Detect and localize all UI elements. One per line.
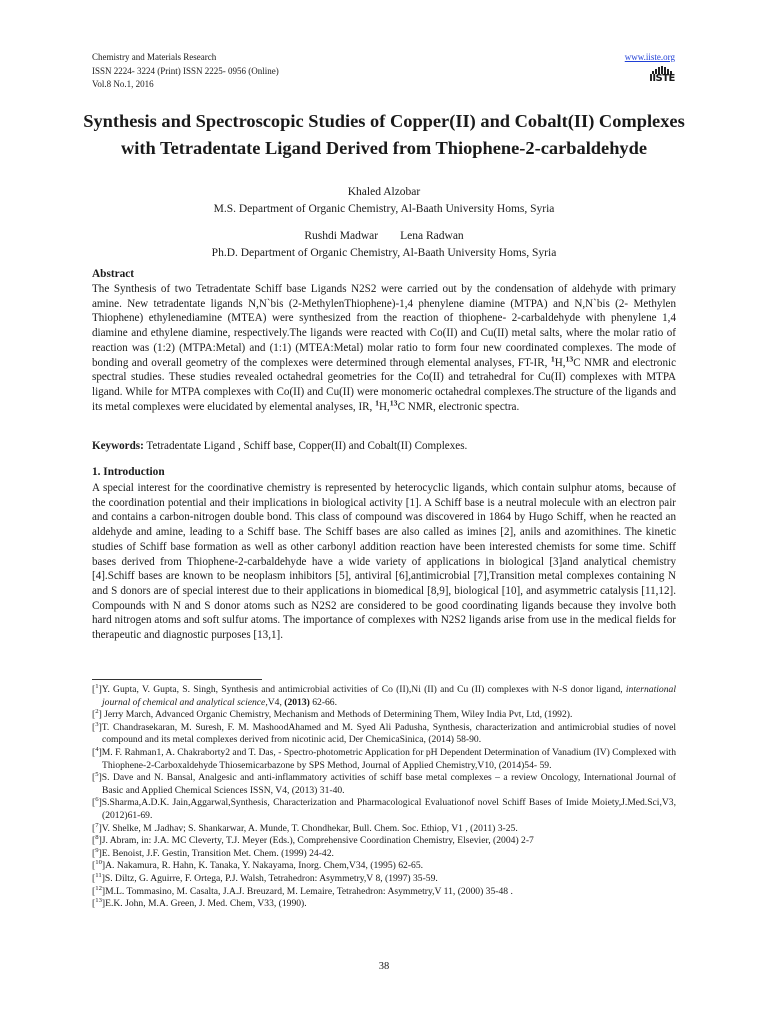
footnote-11: [$^{11}$]S. Diltz, G. Aguirre, F. Ortega, P.J. Walsh, Tetrahedron: Asymmetry,V 8, (1997) 35-59. [92, 871, 438, 884]
introduction-heading: 1. Introduction [92, 466, 165, 478]
footnote-9: [$^9$]E. Benoist, J.F. Gestin, Transition Met. Chem. (1999) 24-42. [92, 846, 334, 859]
abstract-heading: Abstract [92, 268, 135, 280]
footnote-4: [$^4$]M. F. Rahman1, A. Chakraborty2 and T. Das, - Spectro-photometric Application for pH Dependent Determination of Vanadium (IV) Complexed with Thiophene-2-Carboxaldehyde Thiosemicarbazone by SPS Method, Journal of Applied Chemistry,V10, (2014)54- 59. [92, 745, 676, 771]
keywords [92, 440, 467, 452]
iiste-logo [649, 66, 675, 86]
website-link[interactable]: www.iiste.org [624, 52, 675, 62]
journal-header-right [625, 51, 675, 86]
footnotes [92, 684, 676, 911]
author-1-name: Khaled Alzobar [347, 186, 421, 198]
abstract-text: The Synthesis of two Tetradentate Schiff base Ligands N2S2 were carried out by the condensation of aldehyde with primary amine. New tetradentate ligands N,N`bis (2-MethylenThiophene)-1,4 phenylene diamine (MTPA) and N,N`bis (2- Methylen Thiophene) ethylenediamine (MTEA) were synthesized from the reaction of thiophene- 2-carbaldehyde with phenylene 1,4 diamine and ethylene diamine, respectively.The ligands were reacted with Co(II) and Cu(II) metal salts, where the molar ratio of reaction was (1:2) (MTPA:Metal) and (1:1) (MTEA:Metal) molar ratio to form four new coordinated complexes. The mode of bonding and overall geometry of the complexes were determined through elemental analyses, FT-IR, $^1$H,$^{13}$C NMR and electronic spectral studies. These studies revealed octahedral geometries for the Co(II) and tetrahedral for Cu(II) complexes with MTPA ligand. While for MTPA complexes with Co(II) and Cu(II) were monomeric octahedral complexes.The structure of the ligands and its metal complexes were elucidated by elemental analyses, IR, $^1$H,$^{13}$C NMR, electronic spectra. [92, 283, 676, 413]
volume-line: Vol.8 No.1, 2016 [92, 79, 154, 89]
keywords-label: Keywords: [92, 440, 144, 452]
journal-header [92, 51, 279, 92]
author-2-affiliation: Ph.D. Department of Organic Chemistry, Al-Baath University Homs, Syria [211, 247, 557, 259]
page-number: 38 [378, 961, 390, 972]
author-3-name: Lena Radwan [400, 230, 464, 242]
footnote-2: [$^2$] Jerry March, Advanced Organic Chemistry, Mechanism and Methods of Determining Them, Wiley India Pvt, Ltd, (1992). [92, 708, 573, 721]
logo-text: IISTE [649, 73, 675, 84]
footnote-divider [92, 679, 262, 680]
author-2-names [0, 228, 768, 244]
footnote-6: [$^6$]S.Sharma,A.D.K. Jain,Aggarwal,Synthesis, Characterization and Pharmacological Evaluationof novel Schiff Bases of Imide Moiety,J.Med.Sci,V3, (2012)61-69. [92, 796, 676, 821]
keywords-text: Tetradentate Ligand , Schiff base, Copper(II) and Cobalt(II) Complexes. [146, 440, 468, 452]
footnote-1: [$^1$]Y. Gupta, V. Gupta, S. Singh, Synthesis and antimicrobial activities of Co (II),Ni (II) and Cu (II) complexes with N-S donor ligand, international journal of chemical and analytical science,V4, (2013) 62-66. [92, 682, 676, 708]
footnote-10: [$^{10}$]A. Nakamura, R. Hahn, K. Tanaka, Y. Nakayama, Inorg. Chem,V34, (1995) 62-65. [92, 859, 424, 872]
footnote-5: [$^5$]S. Dave and N. Bansal, Analgesic and anti-inflammatory activities of schiff base metal complexes – a review Oncology, International Journal of Basic and Applied Chemical Sciences ISSN, V4, (2013) 31-40. [92, 770, 676, 796]
issn-line: ISSN 2224- 3224 (Print) ISSN 2225- 0956 (Online) [92, 65, 279, 76]
footnote-7: [$^7$]V. Shelke, M .Jadhav; S. Shankarwar, A. Munde, T. Chondhekar, Bull. Chem. Soc. Ethiop, V1 , (2011) 3-25. [92, 821, 518, 834]
footnote-12: [$^{12}$]M.L. Tommasino, M. Casalta, J.A.J. Breuzard, M. Lemaire, Tetrahedron: Asymmetry,V 11, (2000) 35-48 . [92, 884, 513, 897]
journal-name: Chemistry and Materials Research [92, 52, 217, 62]
footnote-8: [$^8$]J. Abram, in: J.A. MC Cleverty, T.J. Meyer (Eds.), Comprehensive Coordination Chemistry, Elsevier, (2004) 2-7 [92, 833, 534, 847]
footnote-13: [$^{13}$]E.K. John, M.A. Green, J. Med. Chem, V33, (1990). [92, 896, 307, 910]
footnote-3: [$^3$]T. Chandrasekaran, M. Suresh, F. M. MashoodAhamed and M. Syed Ali Padusha, Synthesis, characterization and antimicrobial studies of novel compound and its metal complexes derived from nicotinic acid, Der ChemicaSinica, (2014) 58-90. [92, 720, 676, 746]
author-2-name: Rushdi Madwar [304, 230, 379, 242]
author-1-affiliation: M.S. Department of Organic Chemistry, Al-Baath University Homs, Syria [213, 203, 555, 215]
introduction-text: A special interest for the coordinative chemistry is represented by heterocyclic ligands, which contain sulphur atoms, because of the coordination potential and their implications in biological activity [1]. A Schiff base is a neutral molecule with an electron pair and contains a carbon-nitrogen double bond. This class of compound was discovered in 1864 by Hugo Schiff, when he reacted an aldehyde and amine, leading to a Schiff base. The Schiff bases are also called as imines [2], anils and azomithines. The kinetic studies of Schiff base formation as well as other carbonyl addition reaction have been interested chemists for some time. Schiff bases derived from Thiophene-2-carbaldehyde have a wide variety of applications in biological [3]and analytical chemistry [4].Schiff bases are known to be neoplasm inhibitors [5], antiviral [6],antimicrobial [7],Transition metal complexes containing N and S donors are of special interest due to their applications in biomedical [8,9], biological [10], and asymmetric catalysis [11,12]. Compounds with N and S donor atoms such as N2S2 are considered to be good coordinating ligands because they involve both hard nitrogen atoms and soft sulfur atoms. The importance of complexes with N2S2 ligands arise from use in the medical fields for therapeutic and diagnostic purposes [13,1]. [92, 482, 676, 642]
paper-title: Synthesis and Spectroscopic Studies of Copper(II) and Cobalt(II) Complexes with Tetradentate Ligand Derived from Thiophene-2-carbaldehyde [83, 111, 685, 158]
